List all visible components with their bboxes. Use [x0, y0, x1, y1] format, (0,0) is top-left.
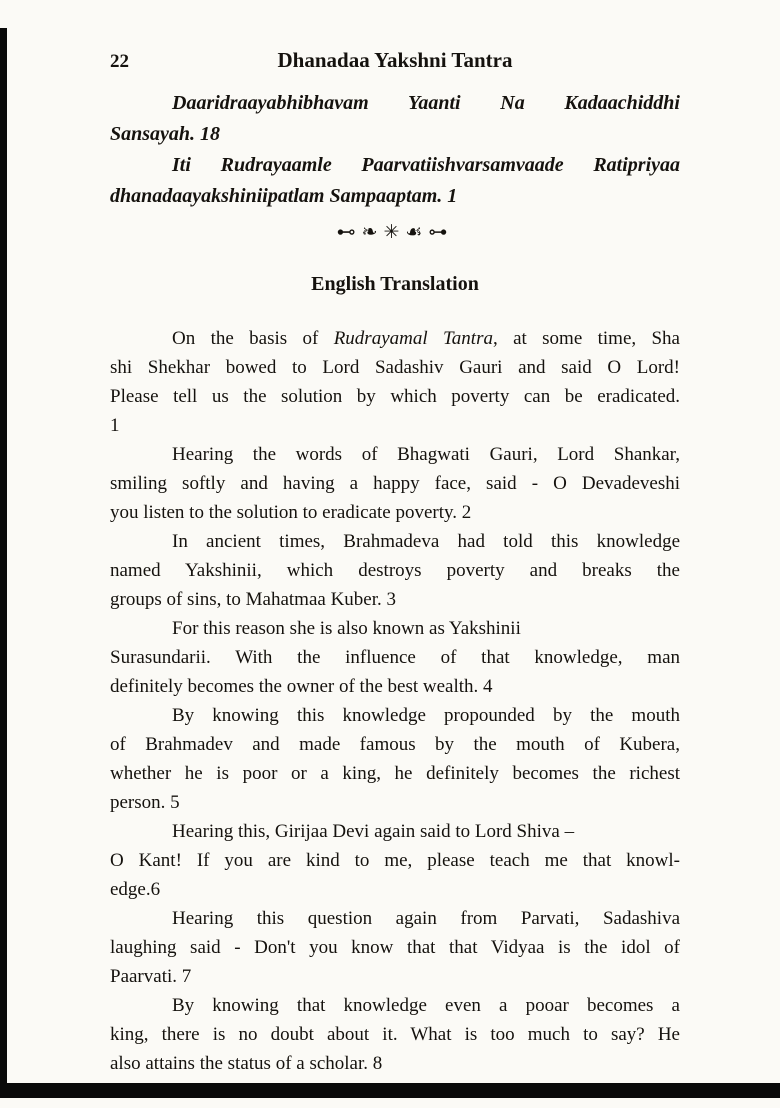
- text-line: [110, 933, 680, 962]
- text-line: [110, 730, 680, 759]
- text-line: [110, 181, 680, 212]
- text-line: [110, 585, 680, 614]
- text-segment: By knowing this knowledge propounded by the mouth: [172, 705, 680, 726]
- translation-paragraphs: [110, 324, 680, 1078]
- text-segment: edge.6: [110, 879, 161, 900]
- scan-edge-left: [0, 28, 7, 1098]
- text-line: [110, 498, 680, 527]
- text-line: [110, 469, 680, 498]
- text-line: [110, 324, 680, 353]
- text-segment: 1: [110, 415, 120, 436]
- text-segment: groups of sins, to Mahatmaa Kuber. 3: [110, 589, 397, 610]
- text-line: [110, 150, 680, 181]
- paragraph: [110, 991, 680, 1078]
- page-content: [110, 46, 680, 1078]
- paragraph: [110, 614, 680, 701]
- text-segment: Please tell us the solution by which poverty can be eradicated.: [110, 386, 680, 407]
- text-segment: Surasundarii. With the influence of that knowledge, man: [110, 647, 680, 668]
- text-line: [110, 701, 680, 730]
- text-segment: In ancient times, Brahmadeva had told this knowledge: [172, 531, 680, 552]
- text-segment: shi Shekhar bowed to Lord Sadashiv Gauri and said O Lord!: [110, 357, 680, 378]
- text-line: [110, 1049, 680, 1078]
- text-line: [110, 1020, 680, 1049]
- text-line: [110, 614, 680, 643]
- text-line: [110, 991, 680, 1020]
- text-line: [110, 904, 680, 933]
- paragraph: [110, 817, 680, 904]
- text-line: [110, 846, 680, 875]
- text-segment: On the basis of: [172, 328, 334, 349]
- text-line: [110, 88, 680, 119]
- text-line: [110, 788, 680, 817]
- ornament-divider: ⊷❧✳☙⊶: [336, 221, 454, 243]
- text-line: [110, 672, 680, 701]
- text-line: [110, 353, 680, 382]
- text-line: [110, 962, 680, 991]
- text-segment: you listen to the solution to eradicate poverty. 2: [110, 502, 472, 523]
- page-number: 22: [110, 51, 129, 72]
- text-segment: whether he is poor or a king, he definitely becomes the richest: [110, 763, 680, 784]
- text-segment: laughing said - Don't you know that that Vidyaa is the idol of: [110, 937, 680, 958]
- text-segment: Hearing this question again from Parvati, Sadashiva: [172, 908, 680, 929]
- text-segment: Iti Rudrayaamle Paarvatiishvarsamvaade Ratipriyaa: [172, 154, 680, 176]
- paragraph: [110, 904, 680, 991]
- text-segment: king, there is no doubt about it. What is too much to say? He: [110, 1024, 680, 1045]
- text-segment: For this reason she is also known as Yakshinii: [172, 618, 521, 639]
- text-line: [110, 440, 680, 469]
- text-segment: O Kant! If you are kind to me, please teach me that knowl-: [110, 850, 680, 871]
- text-segment: smiling softly and having a happy face, said - O Devadeveshi: [110, 473, 680, 494]
- text-line: [110, 382, 680, 411]
- paragraph: [110, 701, 680, 817]
- paragraph: [110, 440, 680, 527]
- text-segment: Sansayah. 18: [110, 123, 221, 145]
- text-segment: person. 5: [110, 792, 180, 813]
- scan-edge-bottom: [0, 1083, 780, 1098]
- text-line: [110, 817, 680, 846]
- text-line: [110, 875, 680, 904]
- text-segment: definitely becomes the owner of the best wealth. 4: [110, 676, 493, 697]
- sanskrit-verse: [110, 88, 680, 212]
- text-segment: Hearing the words of Bhagwati Gauri, Lord Shankar,: [172, 444, 680, 465]
- text-segment: Daaridraayabhibhavam Yaanti Na Kadaachiddhi: [172, 92, 680, 114]
- text-segment: named Yakshinii, which destroys poverty and breaks the: [110, 560, 680, 581]
- text-line: [110, 759, 680, 788]
- page-title: Dhanadaa Yakshni Tantra: [277, 48, 513, 72]
- paragraph: [110, 324, 680, 440]
- section-heading: English Translation: [311, 273, 479, 295]
- text-segment: Paarvati. 7: [110, 966, 192, 987]
- text-segment: , at some time, Sha: [492, 328, 680, 349]
- text-line: [110, 556, 680, 585]
- text-line: [110, 119, 680, 150]
- text-line: [110, 527, 680, 556]
- page-header: [110, 46, 680, 74]
- text-segment: of Brahmadev and made famous by the mouth of Kubera,: [110, 734, 680, 755]
- text-segment: By knowing that knowledge even a pooar becomes a: [172, 995, 680, 1016]
- text-segment: Hearing this, Girijaa Devi again said to Lord Shiva –: [172, 821, 575, 842]
- text-line: [110, 411, 680, 440]
- text-segment: dhanadaayakshiniipatlam Sampaaptam. 1: [110, 185, 458, 207]
- paragraph: [110, 527, 680, 614]
- text-line: [110, 643, 680, 672]
- text-segment: also attains the status of a scholar. 8: [110, 1053, 383, 1074]
- italic-text-segment: Rudrayamal Tantra: [333, 328, 493, 349]
